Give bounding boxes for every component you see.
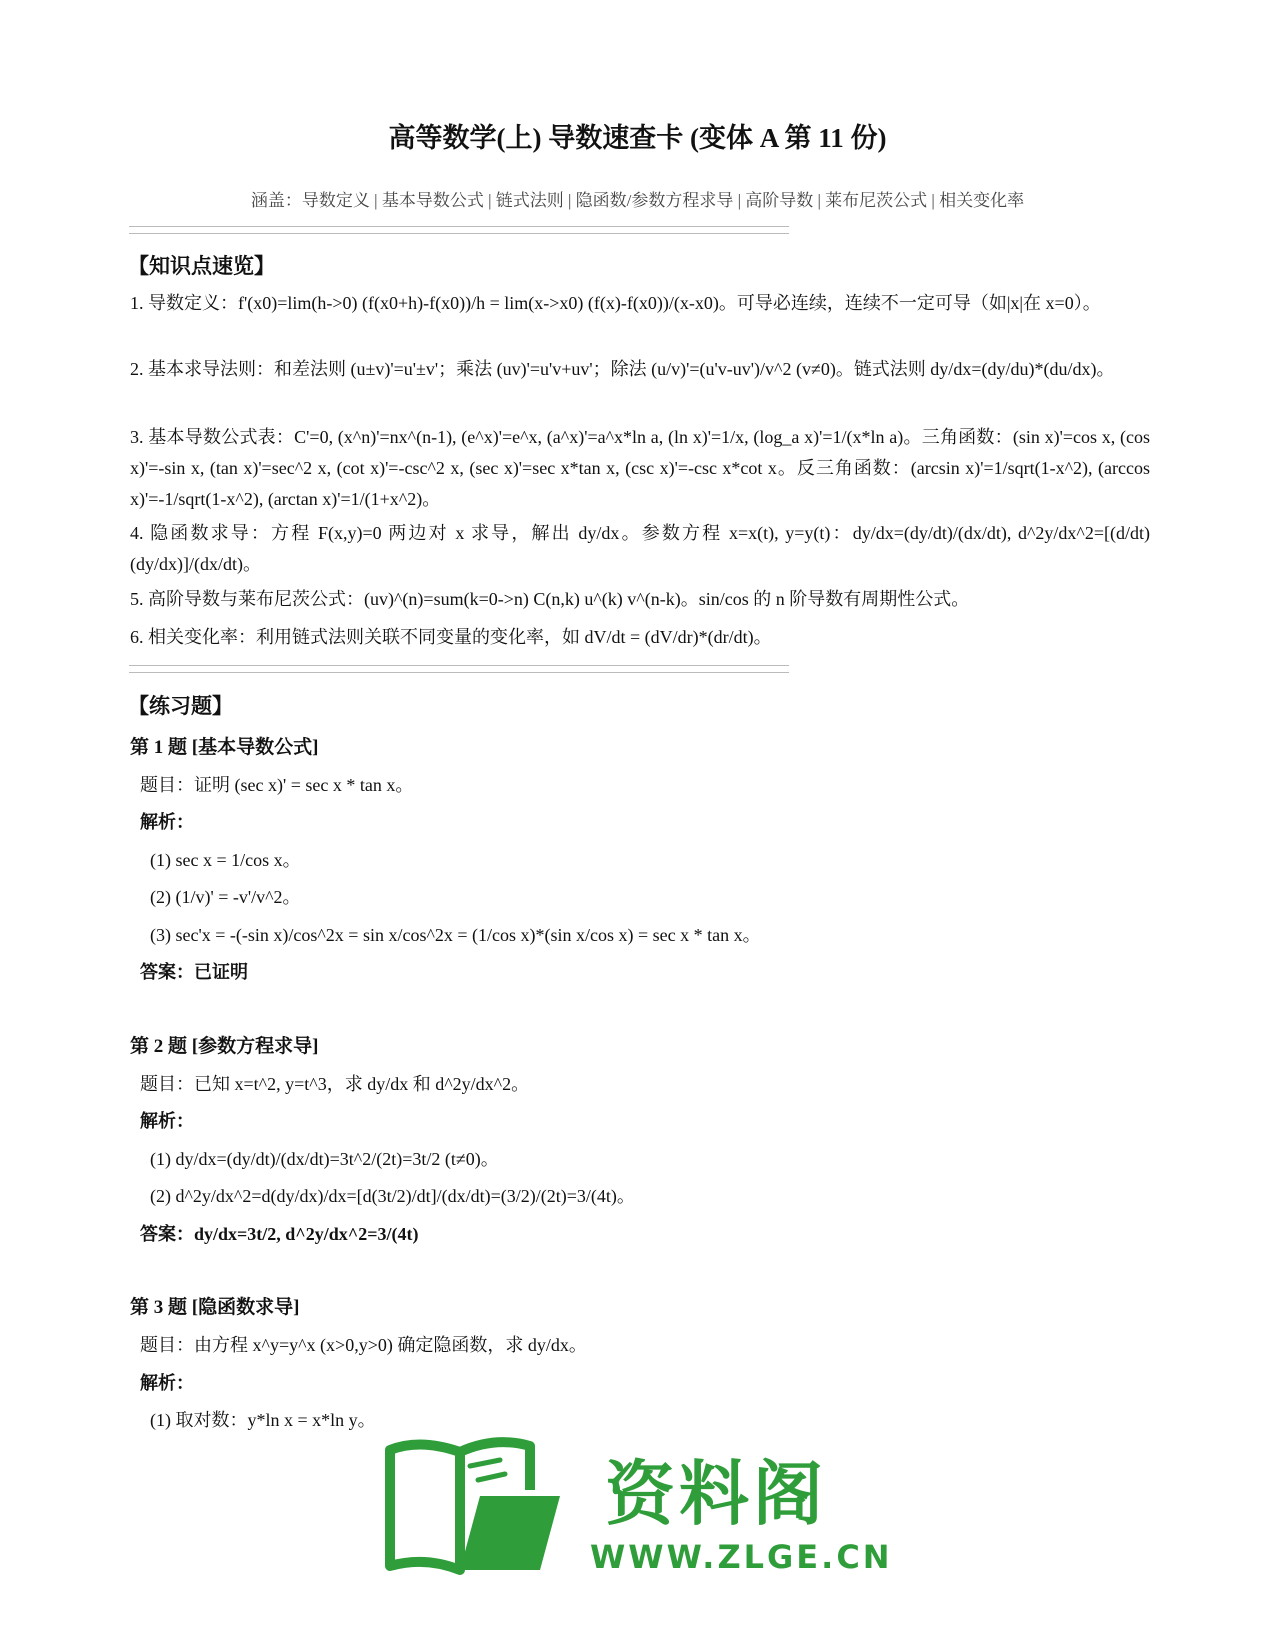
divider bbox=[129, 226, 789, 234]
page-title: 高等数学(上) 导数速查卡 (变体 A 第 11 份) bbox=[388, 123, 887, 153]
book-folder-icon bbox=[380, 1430, 570, 1580]
question-text: 题目：已知 x=t^2, y=t^3，求 dy/dx 和 d^2y/dx^2。 bbox=[140, 1074, 530, 1094]
knowledge-item: 6. 相关变化率：利用链式法则关联不同变量的变化率，如 dV/dt = (dV/dr)*(dr/dt)。 bbox=[130, 627, 772, 647]
question-title: 第 3 题 [隐函数求导] bbox=[130, 1297, 300, 1318]
answer-text: 答案：dy/dx=3t/2, d^2y/dx^2=3/(4t) bbox=[140, 1224, 419, 1244]
knowledge-item: 2. 基本求导法则：和差法则 (u±v)'=u'±v'；乘法 (uv)'=u'v+uv'；除法 (u/v)'=(u'v-uv')/v^2 (v≠0)。链式法则 dy/dx=(dy/du)*(du/dx)。 bbox=[130, 359, 1115, 379]
knowledge-heading: 【知识点速览】 bbox=[128, 254, 275, 278]
analysis-step: (1) sec x = 1/cos x。 bbox=[150, 850, 301, 870]
analysis-step: (1) dy/dx=(dy/dt)/(dx/dt)=3t^2/(2t)=3t/2 (t≠0)。 bbox=[150, 1149, 499, 1169]
question-text: 题目：证明 (sec x)' = sec x * tan x。 bbox=[140, 775, 414, 795]
page-subtitle: 涵盖：导数定义 | 基本导数公式 | 链式法则 | 隐函数/参数方程求导 | 高阶导数 | 莱布尼茨公式 | 相关变化率 bbox=[250, 191, 1025, 210]
divider bbox=[129, 665, 789, 673]
question-title: 第 1 题 [基本导数公式] bbox=[130, 737, 319, 758]
answer-text: 答案：已证明 bbox=[140, 962, 248, 982]
analysis-step: (3) sec'x = -(-sin x)/cos^2x = sin x/cos^2x = (1/cos x)*(sin x/cos x) = sec x * tan x。 bbox=[150, 925, 761, 945]
practice-heading: 【练习题】 bbox=[128, 694, 233, 718]
watermark bbox=[400, 1438, 893, 1593]
analysis-step: (2) d^2y/dx^2=d(dy/dx)/dx=[d(3t/2)/dt]/(dx/dt)=(3/2)/(2t)=3/(4t)。 bbox=[150, 1186, 635, 1206]
analysis-label: 解析： bbox=[140, 812, 194, 832]
question-text: 题目：由方程 x^y=y^x (x>0,y>0) 确定隐函数，求 dy/dx。 bbox=[140, 1335, 587, 1355]
knowledge-item: 1. 导数定义：f'(x0)=lim(h->0) (f(x0+h)-f(x0))/h = lim(x->x0) (f(x)-f(x0))/(x-x0)。可导必连续，连续不一定可导（如|x|在 x=0）。 bbox=[130, 293, 1101, 313]
analysis-label: 解析： bbox=[140, 1111, 194, 1131]
knowledge-item: 5. 高阶导数与莱布尼茨公式：(uv)^(n)=sum(k=0->n) C(n,k) u^(k) v^(n-k)。sin/cos 的 n 阶导数有周期性公式。 bbox=[130, 589, 970, 609]
watermark-url: WWW.ZLGE.CN bbox=[590, 1538, 893, 1576]
question-title: 第 2 题 [参数方程求导] bbox=[130, 1036, 319, 1057]
watermark-text: 资料阁 bbox=[605, 1453, 827, 1535]
analysis-step: (1) 取对数：y*ln x = x*ln y。 bbox=[150, 1410, 376, 1430]
knowledge-item: 3. 基本导数公式表：C'=0, (x^n)'=nx^(n-1), (e^x)'=e^x, (a^x)'=a^x*ln a, (ln x)'=1/x, (log_a x)'=1/(x*ln a)。三角函数：(sin x)'=cos x, (cos x)'=-sin x, (tan x)'=sec^2 x, (cot x)'=-csc^2 x, (sec x)'=sec x*tan x, (csc x)'=-csc x*cot x。反三角函数：(arcsin x)'=1/sqrt(1-x^2), (arccos x)'=-1/sqrt(1-x^2), (arctan x)'=1/(1+x^2)。 bbox=[130, 427, 1150, 509]
analysis-step: (2) (1/v)' = -v'/v^2。 bbox=[150, 887, 301, 907]
analysis-label: 解析： bbox=[140, 1373, 194, 1393]
knowledge-item: 4. 隐函数求导：方程 F(x,y)=0 两边对 x 求导，解出 dy/dx。参数方程 x=x(t), y=y(t)：dy/dx=(dy/dt)/(dx/dt), d^2y/dx^2=[(d/dt)(dy/dx)]/(dx/dt)。 bbox=[130, 523, 1150, 574]
